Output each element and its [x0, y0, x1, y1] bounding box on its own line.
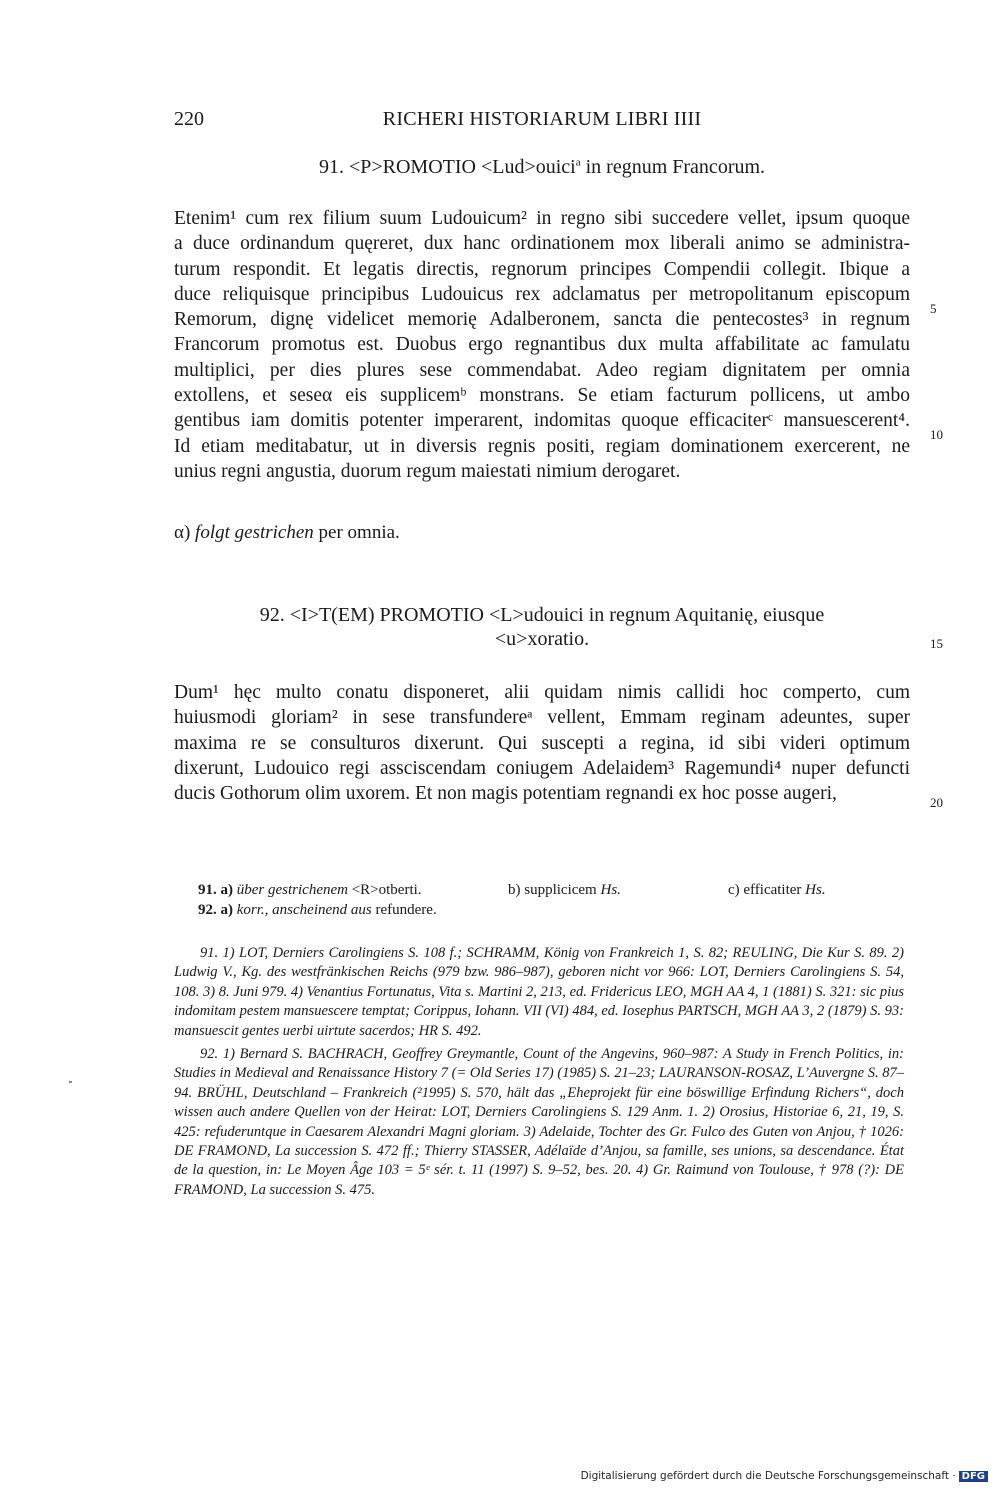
chapter-92-text — [174, 680, 910, 806]
textual-note-91: 91. a) über gestrichenem <R>otberti. b) supplicicem Hs. c) efficatiter Hs. — [198, 882, 826, 898]
line-number: 10 — [930, 427, 943, 442]
text-line: Remorum, dignę videlicet memorię Adalberonem, sancta die pentecostes³ in regnum — [174, 309, 910, 331]
text-line: gentibus iam domitis potenter imperarent, indomitas quoque efficaciterᶜ mansuescerent⁴. — [174, 410, 910, 432]
dfg-credit: Digitalisierung gefördert durch die Deutsche Forschungsgemeinschaft · DFG — [581, 1470, 988, 1482]
running-title: RICHERI HISTORIARUM LIBRI IIII — [382, 108, 702, 130]
line-number: 5 — [930, 301, 937, 316]
text-line: Etenim¹ cum rex filium suum Ludouicum² in regno sibi succedere vellet, ipsum quoque — [174, 208, 910, 229]
text-line: dixerunt, Ludouico regi assciscendam coniugem Adelaidem³ Ragemundi⁴ nuper defuncti — [174, 757, 910, 779]
textual-notes — [198, 880, 898, 920]
apparatus-alpha-note: α) folgt gestrichen per omnia. — [174, 522, 400, 543]
scan-speck — [69, 1081, 72, 1083]
text-line: a duce ordinandum quęreret, dux hanc ordinationem mox liberali animo se administra- — [174, 233, 910, 255]
text-line: multiplici, per dies plures sese commendabat. Adeo regiam dignitatem per omnia — [174, 359, 910, 381]
text-line: Francorum promotus est. Duobus ergo regnantibus dux multa affabilitate ac famulatu — [174, 334, 910, 356]
text-line: extollens, et seseα eis supplicemᵇ monstrans. Se etiam facturum pollicens, ut ambo — [174, 385, 910, 407]
text-line: Dum¹ hęc multo conatu disponeret, alii quidam nimis callidi hoc comperto, cum — [174, 682, 910, 703]
text-line: ducis Gothorum olim uxorem. Et non magis potentiam regnandi ex hoc posse augeri, — [174, 783, 837, 805]
line-number: 20 — [930, 795, 943, 810]
dfg-logo: DFG — [959, 1471, 988, 1482]
footnote-92: 92. 1) Bernard S. BACHRACH, Geoffrey Greymantle, Count of the Angevins, 960–987: A Study in French Politics, in: Studies in Medieval and Renaissance History 7 (= Old Series 17) (1985) S. 21–23; LAURANSON-ROSAZ, L’Auvergne S. 87–94. BRÜHL, Deutschland – Frankreich (²1995) S. 570, hält das „Eheprojekt für eine böswillige Erfindung Richers“, doch wissen auch andere Quellen von der Heirat: LOT, Derniers Carolingiens S. 129 Anm. 1. 2) Orosius, Historiae 6, 21, 19, S. 425: refuderuntque in Caesarem Alexandri Magni gloriam. 3) Adelaide, Tochter des Gr. Fulco des Guten von Anjou, † 1026: DE FRAMOND, La succession S. 472 ff.; Thierry STASSER, Adélaïde d’Anjou, sa famille, ses unions, sa descendance. État de la question, in: Le Moyen Âge 103 = 5ᵉ sér. t. 11 (1997) S. 9–52, bes. 20. 4) Gr. Raimund von Toulouse, † 978 (?): DE FRAMOND, La succession S. 475. — [174, 1046, 904, 1198]
text-line: turum respondit. Et legatis directis, regnorum principes Compendii collegit. Ibique a — [174, 258, 910, 280]
chapter-91-title: 91. <P>ROMOTIO <Lud>ouici$^a$ in regnum Francorum. — [318, 156, 766, 178]
footnotes — [174, 944, 904, 1204]
textual-note-92: 92. a) korr., anscheinend aus refundere. — [198, 902, 437, 918]
text-line: unius regni angustia, duorum regum maiestati nimium derogaret. — [174, 460, 681, 482]
text-line: huiusmodi gloriam² in sese transfundereᵃ vellent, Emmam reginam adeuntes, super — [174, 707, 910, 729]
line-number: 15 — [930, 636, 943, 651]
chapter-91-text — [174, 206, 910, 484]
text-line: maxima re se consulturos dixerunt. Qui suscepti a regina, id sibi videri optimum — [174, 732, 910, 754]
text-line: duce reliquisque principibus Ludouicus rex adclamatus per metropolitanum episcopum — [174, 283, 910, 305]
page-number: 220 — [174, 108, 204, 130]
chapter-92-title: 92. <I>T(EM) PROMOTIO <L>udouici in regnum Aquitanię, eiusque <u>xoratio. — [259, 604, 825, 650]
text-line: Id etiam meditabatur, ut in diversis regnis positi, regiam dominationem exercerent, ne — [174, 435, 910, 457]
footnote-91: 91. 1) LOT, Derniers Carolingiens S. 108 f.; SCHRAMM, König von Frankreich 1, S. 82; REULING, Die Kur S. 89. 2) Ludwig V., Kg. des westfränkischen Reichs (979 bzw. 986–987), geboren nicht vor 966: LOT, Derniers Carolingiens S. 54, 108. 3) 8. Juni 979. 4) Venantius Fortunatus, Vita s. Martini 2, 213, ed. Fridericus LEO, MGH AA 4, 1 (1881) S. 321: sic pius indomitam pestem mansuescere temptat; Corippus, Iohann. VII (VI) 484, ed. Iosephus PARTSCH, MGH AA 3, 2 (1879) S. 93: mansuescit gentes uerbi uirtute sacerdos; HR S. 492. — [174, 945, 904, 1039]
